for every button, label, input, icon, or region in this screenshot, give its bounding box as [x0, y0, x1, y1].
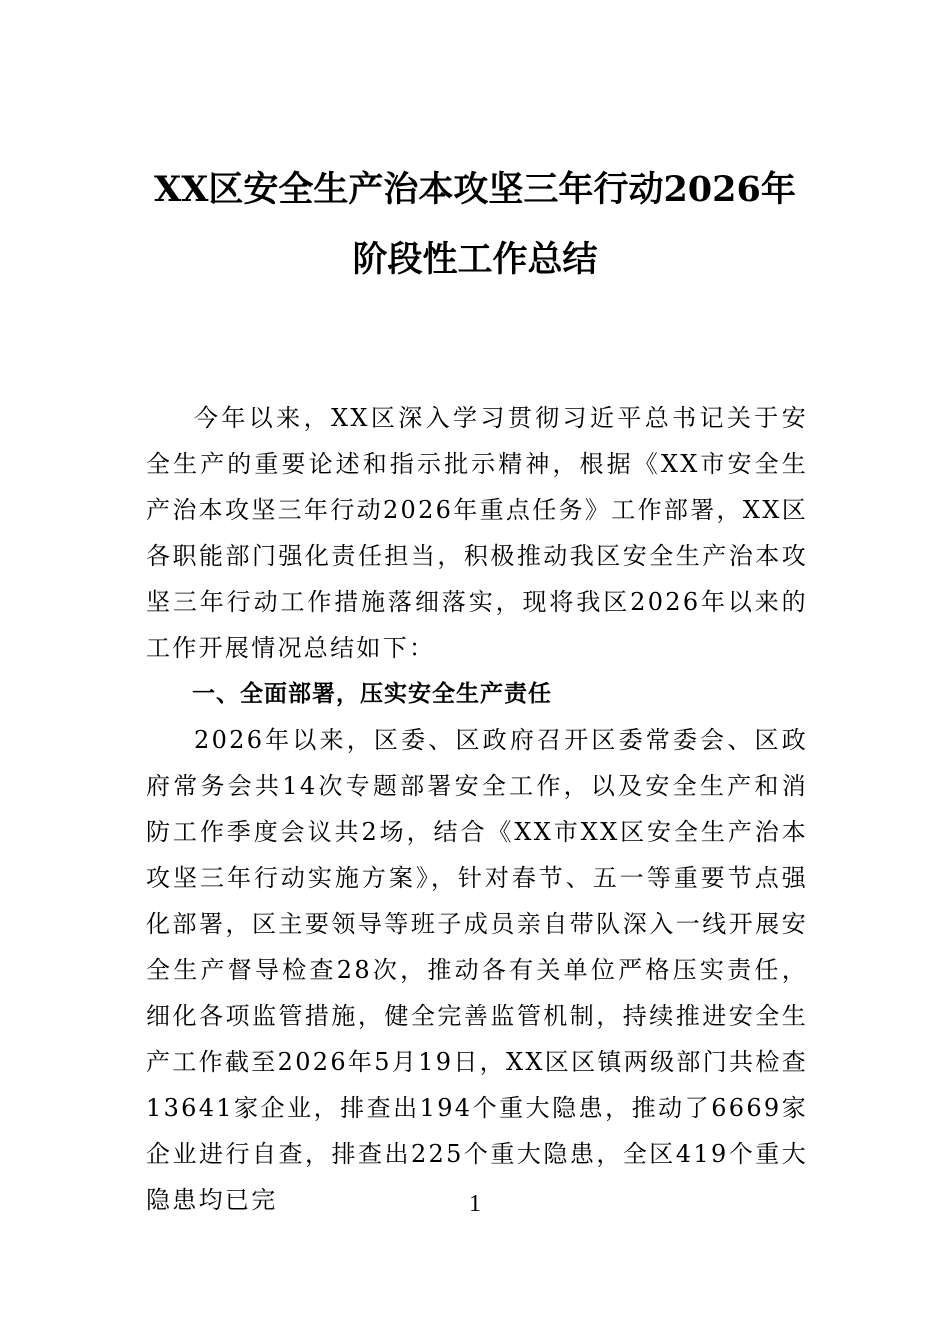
- section-1-paragraph: 2026年以来，区委、区政府召开区委常委会、区政府常务会共14次专题部署安全工作，以及安全生产和消防工作季度会议共2场，结合《XX市XX区安全生产治本攻坚三年行动实施方案》，针对春节、五一等重要节点强化部署，区主要领导等班子成员亲自带队深入一线开展安全生产督导检查28次，推动各有关单位严格压实责任，细化各项监管措施，健全完善监管机制，持续推进安全生产工作截至2026年5月19日，XX区区镇两级部门共检查13641家企业，排查出194个重大隐患，推动了6669家企业进行自查，排查出225个重大隐患，全区419个重大隐患均已完: [146, 726, 808, 1214]
- document-title-line-2: 阶段性工作总结: [352, 239, 598, 280]
- page-number: 1: [469, 1191, 481, 1217]
- document-title-line-1: XX区安全生产治本攻坚三年行动2026年: [154, 169, 796, 210]
- intro-paragraph: 今年以来，XX区深入学习贯彻习近平总书记关于安全生产的重要论述和指示批示精神，根据《XX市安全生产治本攻坚三年行动2026年重点任务》工作部署，XX区各职能部门强化责任担当，积极推动我区安全生产治本攻坚三年行动工作措施落细落实，现将我区2026年以来的工作开展情况总结如下：: [146, 404, 808, 662]
- section-heading-1: 一、全面部署，压实安全生产责任: [192, 681, 552, 707]
- document-body: [146, 395, 808, 1223]
